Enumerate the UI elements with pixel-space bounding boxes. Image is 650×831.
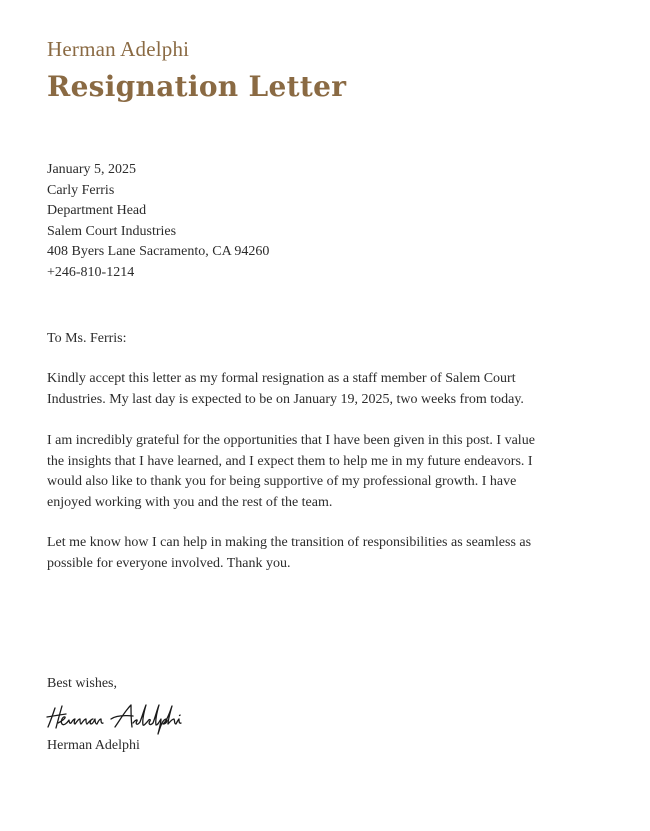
recipient-phone: +246-810-1214 [47, 264, 135, 280]
recipient-address: 408 Byers Lane Sacramento, CA 94260 [47, 244, 270, 259]
body-paragraph: Kindly accept this letter as my formal resignation as a staff member of Salem Court Industries. My last day is expected to be on January 19, 2025, two weeks from today. [47, 371, 524, 407]
letter-date: January 5, 2025 [47, 162, 137, 177]
document-title: Resignation Letter [47, 70, 347, 103]
salutation: To Ms. Ferris: [47, 331, 127, 346]
recipient-position: Department Head [47, 203, 147, 218]
sender-name: Herman Adelphi [47, 37, 190, 61]
body-paragraph: I am incredibly grateful for the opportunities that I have been given in this post. I value the insights that I have learned, and I expect them to help me in my future endeavors. I would also like to thank you for being supportive of my professional growth. I have enjoyed working with you and the rest of the team. [47, 433, 535, 510]
recipient-block [47, 160, 269, 283]
handwritten-signature [45, 700, 230, 736]
body-paragraph: Let me know how I can help in making the transition of responsibilities as seamless as possible for everyone involved. Thank you. [47, 535, 532, 571]
valediction: Best wishes, [47, 676, 117, 691]
signer-name: Herman Adelphi [47, 738, 140, 753]
recipient-company: Salem Court Industries [47, 223, 177, 239]
recipient-name: Carly Ferris [47, 182, 115, 198]
